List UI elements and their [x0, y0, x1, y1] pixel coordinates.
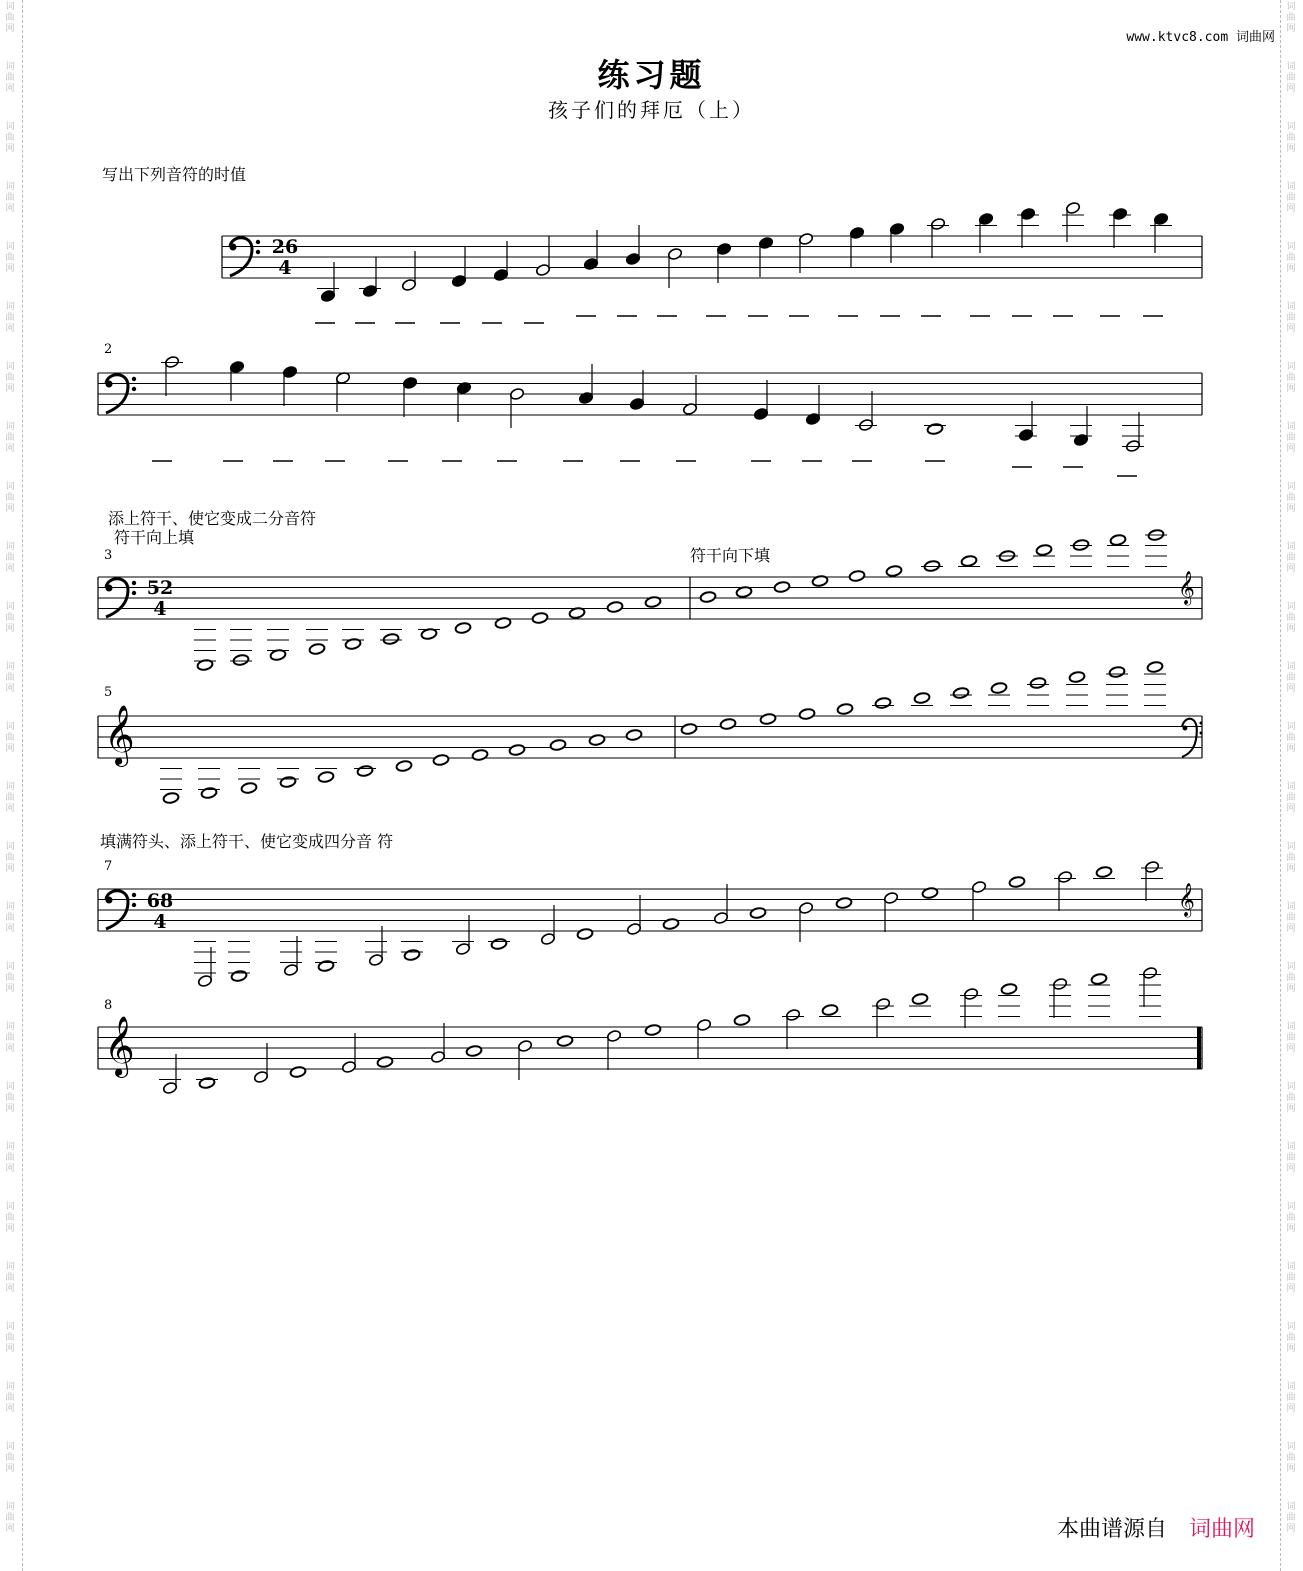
svg-text:26: 26 [271, 236, 299, 258]
treble-clef-icon: 𝄞 [1178, 882, 1195, 916]
watermark-text: 词 曲 网 [5, 1382, 15, 1414]
watermark-text: 词 曲 网 [5, 1082, 15, 1114]
watermark-text: 词 曲 网 [1286, 1142, 1296, 1174]
watermark-text: 词 曲 网 [1286, 1082, 1296, 1114]
note-head [318, 771, 335, 783]
watermark-text: 词 曲 网 [5, 722, 15, 754]
note-head [822, 1004, 839, 1016]
note-head [1030, 677, 1047, 689]
watermark-text: 词 曲 网 [1286, 1262, 1296, 1294]
note-head [849, 570, 866, 582]
note-head [681, 723, 698, 735]
note-head [550, 739, 567, 751]
watermark-text: 词 曲 网 [5, 422, 15, 454]
time-signature [147, 890, 173, 933]
measure-number: 3 [104, 548, 113, 563]
note-head [290, 1066, 307, 1078]
measure-number: 5 [104, 685, 113, 700]
note-head [1001, 983, 1018, 995]
watermark-text: 词 曲 网 [1286, 122, 1296, 154]
watermark-text: 词 曲 网 [5, 662, 15, 694]
note-head [318, 960, 335, 972]
watermark-text: 词 曲 网 [1286, 902, 1296, 934]
watermark-text: 词 曲 网 [1286, 722, 1296, 754]
note-head [577, 928, 594, 940]
instruction-add-stems: 添上符干、使它变成二分音符 [108, 509, 317, 528]
note-head [201, 787, 218, 799]
measure-number: 7 [104, 859, 113, 874]
note-head [927, 423, 944, 435]
note-head [1109, 666, 1126, 678]
svg-text:68: 68 [146, 890, 174, 912]
note-head [231, 970, 248, 982]
watermark-text: 词 曲 网 [1286, 242, 1296, 274]
watermark-text: 词 曲 网 [1286, 962, 1296, 994]
note-head [1036, 544, 1053, 556]
watermark-text: 词 曲 网 [5, 1142, 15, 1174]
watermark-text: 词 曲 网 [1286, 1382, 1296, 1414]
instruction-fill-heads: 填满符头、添上符干、使它变成四分音 符 [100, 832, 394, 851]
bass-clef-dot [132, 903, 136, 907]
svg-text:4: 4 [153, 911, 167, 933]
bass-clef-dot [132, 591, 136, 595]
bass-clef-dot [1199, 721, 1202, 724]
bass-clef-icon [1182, 719, 1197, 757]
note-head [404, 949, 421, 961]
watermark-text: 词 曲 网 [1286, 62, 1296, 94]
watermark-text: 词 曲 网 [1286, 782, 1296, 814]
page-title: 练习题 [597, 56, 706, 94]
note-head [1147, 661, 1164, 673]
watermark-text: 词 曲 网 [5, 1022, 15, 1054]
note-head [280, 776, 297, 788]
note-head [557, 1035, 574, 1047]
watermark-text: 词 曲 网 [1286, 482, 1296, 514]
instruction-stems-down: 符干向下填 [690, 546, 771, 565]
note-head [799, 708, 816, 720]
watermark-text: 词 曲 网 [1286, 2, 1296, 34]
watermark-text: 词 曲 网 [5, 602, 15, 634]
svg-text:52: 52 [146, 577, 174, 599]
site-url[interactable]: www.ktvc8.com 词曲网 [1126, 30, 1275, 45]
note-head [1096, 866, 1113, 878]
watermark-text: 词 曲 网 [1286, 182, 1296, 214]
note-head [357, 765, 374, 777]
watermark-text: 词 曲 网 [1286, 1502, 1296, 1534]
note-head [509, 744, 526, 756]
note-head [750, 907, 767, 919]
watermark-text: 词 曲 网 [1286, 362, 1296, 394]
watermark-text: 词 曲 网 [1286, 1322, 1296, 1354]
bass-clef-dot [132, 377, 136, 381]
bass-clef-dot [132, 387, 136, 391]
note-head [760, 713, 777, 725]
note-head [455, 622, 472, 634]
note-head [961, 555, 978, 567]
bass-clef-dot [230, 244, 237, 251]
note-head [532, 612, 549, 624]
instruction-note-values: 写出下列音符的时值 [102, 165, 247, 184]
treble-clef-icon: 𝄞 [1178, 570, 1195, 604]
watermark-text: 词 曲 网 [5, 182, 15, 214]
note-head [607, 601, 624, 613]
note-head [163, 792, 180, 804]
note-head [836, 897, 853, 909]
watermark-text: 词 曲 网 [5, 902, 15, 934]
watermark-text: 词 曲 网 [5, 302, 15, 334]
watermark-text: 词 曲 网 [5, 1262, 15, 1294]
watermark-text: 词 曲 网 [5, 1502, 15, 1534]
note-head [1091, 973, 1108, 985]
watermark-text: 词 曲 网 [5, 1322, 15, 1354]
watermark-text: 词 曲 网 [5, 842, 15, 874]
note-head [433, 754, 450, 766]
footer-brand: 词曲网 [1188, 1517, 1255, 1542]
measure-number: 8 [104, 998, 113, 1013]
note-head [645, 1024, 662, 1036]
watermark-text: 词 曲 网 [5, 62, 15, 94]
treble-clef-icon: 𝄞 [104, 1016, 135, 1076]
watermark-text: 词 曲 网 [1286, 1202, 1296, 1234]
bass-clef-dot [106, 585, 113, 592]
bass-clef-dot [1183, 726, 1188, 731]
note-head [663, 918, 680, 930]
note-head [1110, 534, 1127, 546]
bass-clef-dot [1199, 731, 1202, 734]
note-head [396, 760, 413, 772]
instruction-stems-up: 符干向上填 [114, 528, 195, 547]
bass-clef-dot [132, 893, 136, 897]
bass-clef-dot [106, 381, 113, 388]
watermark-text: 词 曲 网 [5, 242, 15, 274]
svg-text:4: 4 [153, 598, 167, 620]
measure-number: 2 [104, 342, 113, 357]
note-head [466, 1045, 483, 1057]
watermark-text: 词 曲 网 [1286, 1022, 1296, 1054]
watermark-text: 词 曲 网 [1286, 662, 1296, 694]
note-head [734, 1014, 751, 1026]
note-head [886, 565, 903, 577]
svg-text:4: 4 [278, 257, 292, 279]
watermark-text: 词 曲 网 [5, 542, 15, 574]
note-head [309, 643, 326, 655]
bass-clef-dot [106, 897, 113, 904]
watermark-text: 词 曲 网 [5, 362, 15, 394]
watermark-text: 词 曲 网 [5, 2, 15, 34]
note-head [914, 692, 931, 704]
footer-source: 本曲谱源自 词曲网 [1056, 1517, 1255, 1542]
note-head [491, 938, 508, 950]
bass-clef-dot [256, 240, 260, 244]
note-head [199, 1077, 216, 1089]
watermark-text: 词 曲 网 [1286, 1442, 1296, 1474]
watermark-text: 词 曲 网 [5, 122, 15, 154]
note-head [875, 697, 892, 709]
watermark-text: 词 曲 网 [5, 1202, 15, 1234]
watermark-text: 词 曲 网 [1286, 542, 1296, 574]
note-head [233, 654, 250, 666]
note-head [1069, 671, 1086, 683]
note-head [383, 633, 400, 645]
note-head [1009, 876, 1026, 888]
note-head [774, 581, 791, 593]
watermark-text: 词 曲 网 [5, 1442, 15, 1474]
note-head [912, 993, 929, 1005]
note-head [626, 729, 643, 741]
watermark-text: 词 曲 网 [1286, 842, 1296, 874]
bass-clef-dot [256, 250, 260, 254]
bass-clef-dot [132, 581, 136, 585]
note-head [953, 687, 970, 699]
note-head [589, 734, 606, 746]
watermark-text: 词 曲 网 [1286, 302, 1296, 334]
note-head [377, 1056, 394, 1068]
note-head [991, 682, 1008, 694]
page-subtitle: 孩子们的拜厄（上） [548, 98, 755, 122]
note-head [837, 703, 854, 715]
note-head [720, 718, 737, 730]
watermark-text: 词 曲 网 [1286, 422, 1296, 454]
watermark-text: 词 曲 网 [1286, 602, 1296, 634]
note-head [241, 782, 258, 794]
note-head [700, 591, 717, 603]
watermark-text: 词 曲 网 [5, 782, 15, 814]
treble-clef-icon: 𝄞 [104, 705, 135, 765]
note-head [472, 749, 489, 761]
watermark-text: 词 曲 网 [5, 962, 15, 994]
watermark-text: 词 曲 网 [5, 482, 15, 514]
